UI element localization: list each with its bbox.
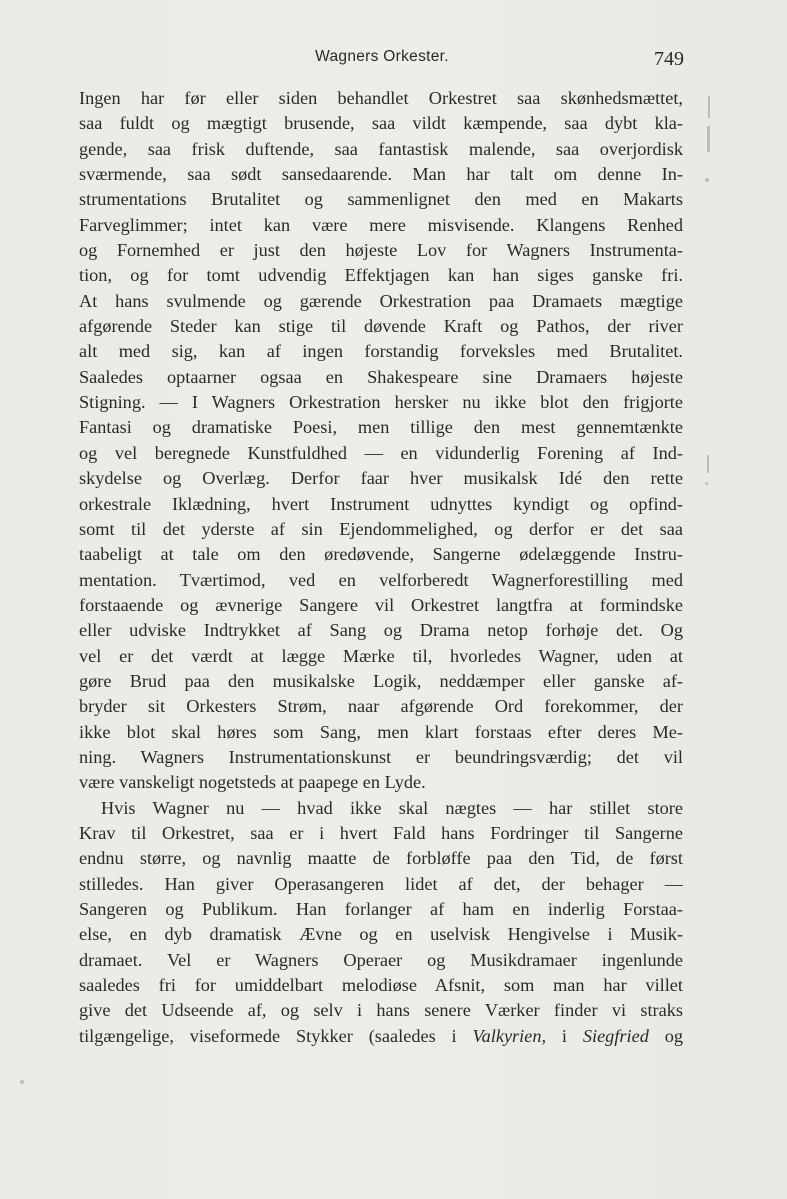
text-line: saaledes fri for umiddelbart melodiøse Afsnit, som man har villet xyxy=(79,975,683,996)
paragraph-2 xyxy=(79,796,683,1049)
text-line: skydelse og Overlæg. Derfor faar hver musikalsk Idé den rette xyxy=(79,468,683,489)
text-segment: og xyxy=(648,1025,683,1046)
text-line: alt med sig, kan af ingen forstandig forveksles med Brutalitet. xyxy=(79,341,683,362)
running-head-title: Wagners Orkester. xyxy=(315,48,449,65)
body-text xyxy=(79,86,683,1049)
text-line: Krav til Orkestret, saa er i hvert Fald hans Fordringer til Sangerne xyxy=(79,822,683,843)
text-line: og Fornemhed er just den højeste Lov for Wagners Instrumenta- xyxy=(79,240,683,261)
text-line: ning. Wagners Instrumentationskunst er beundringsværdig; det vil xyxy=(79,746,683,767)
running-head xyxy=(80,48,684,74)
text-line: Saaledes optaarner ogsaa en Shakespeare sine Dramaers højeste xyxy=(79,366,683,387)
text-line: gøre Brud paa den musikalske Logik, neddæmper eller ganske af- xyxy=(79,670,683,691)
text-line: else, en dyb dramatisk Ævne og en uselvisk Hengivelse i Musik- xyxy=(79,924,683,945)
text-line: dramaet. Vel er Wagners Operaer og Musikdramaer ingenlunde xyxy=(79,949,683,970)
text-line: saa fuldt og mægtigt brusende, saa vildt kæmpende, saa dybt kla- xyxy=(79,113,683,134)
margin-speck xyxy=(20,1080,24,1084)
margin-speck xyxy=(705,178,709,182)
text-line: vel er det værdt at lægge Mærke til, hvorledes Wagner, uden at xyxy=(79,645,683,666)
text-segment: tilgængelige, viseformede Stykker (saaledes i xyxy=(79,1025,473,1046)
paragraph-1 xyxy=(79,86,683,796)
text-line: somt til det yderste af sin Ejendommelighed, og derfor er det saa xyxy=(79,518,683,539)
text-line: sværmende, saa sødt sansedaarende. Man har talt om denne In- xyxy=(79,164,683,185)
page-number: 749 xyxy=(654,48,684,70)
text-line: stilledes. Han giver Operasangeren lidet af det, der behager — xyxy=(79,873,683,894)
text-line: Sangeren og Publikum. Han forlanger af ham en inderlig Forstaa- xyxy=(79,899,683,919)
text-line: orkestrale Iklædning, hvert Instrument udnyttes kyndigt og opfind- xyxy=(79,493,683,514)
text-line: Hvis Wagner nu — hvad ikke skal nægtes — har stillet store xyxy=(101,797,683,818)
work-title-valkyrien: Valkyrien, xyxy=(472,1025,547,1046)
text-line: forstaaende og ævnerige Sangere vil Orkestret langtfra at formindske xyxy=(79,594,683,615)
text-line: Fantasi og dramatiske Poesi, men tillige den mest gennemtænkte xyxy=(79,417,683,438)
text-line xyxy=(79,1024,683,1049)
text-line: endnu større, og navnlig maatte de forbløffe paa den Tid, de først xyxy=(79,848,683,869)
text-segment: i xyxy=(546,1025,583,1046)
margin-speck xyxy=(708,96,710,118)
text-line: tion, og for tomt udvendig Effektjagen kan han siges ganske fri. xyxy=(79,265,683,286)
text-line: taabeligt at tale om den øredøvende, Sangerne ødelæggende Instru- xyxy=(79,544,683,565)
text-line: gende, saa frisk duftende, saa fantastisk malende, saa overjordisk xyxy=(79,138,683,159)
margin-speck xyxy=(705,482,708,485)
text-line: Ingen har før eller siden behandlet Orkestret saa skønhedsmættet, xyxy=(79,88,683,108)
text-line: Stigning. — I Wagners Orkestration hersker nu ikke blot den frigjorte xyxy=(79,392,683,413)
text-line: ikke blot skal høres som Sang, men klart forstaas efter deres Me- xyxy=(79,721,683,742)
text-line: være vanskeligt nogetsteds at paapege en Lyde. xyxy=(79,772,426,793)
work-title-siegfried: Siegfried xyxy=(582,1025,649,1046)
text-line: mentation. Tværtimod, ved en velforberedt Wagnerforestilling med xyxy=(79,569,683,590)
text-line: og vel beregnede Kunstfuldhed — en vidunderlig Forening af Ind- xyxy=(79,442,683,463)
text-line: At hans svulmende og gærende Orkestration paa Dramaets mægtige xyxy=(79,290,683,311)
text-line: eller udviske Indtrykket af Sang og Drama netop forhøje det. Og xyxy=(79,620,683,641)
text-line: Farveglimmer; intet kan være mere misvisende. Klangens Renhed xyxy=(79,214,683,235)
text-line: afgørende Steder kan stige til døvende Kraft og Pathos, der river xyxy=(79,316,683,337)
text-line: bryder sit Orkesters Strøm, naar afgørende Ord forekommer, der xyxy=(79,696,683,717)
text-line: strumentations Brutalitet og sammenlignet den med en Makarts xyxy=(79,189,683,210)
text-line: give det Udseende af, og selv i hans senere Værker finder vi straks xyxy=(79,1000,683,1021)
margin-speck xyxy=(707,455,709,473)
margin-speck xyxy=(707,126,710,152)
